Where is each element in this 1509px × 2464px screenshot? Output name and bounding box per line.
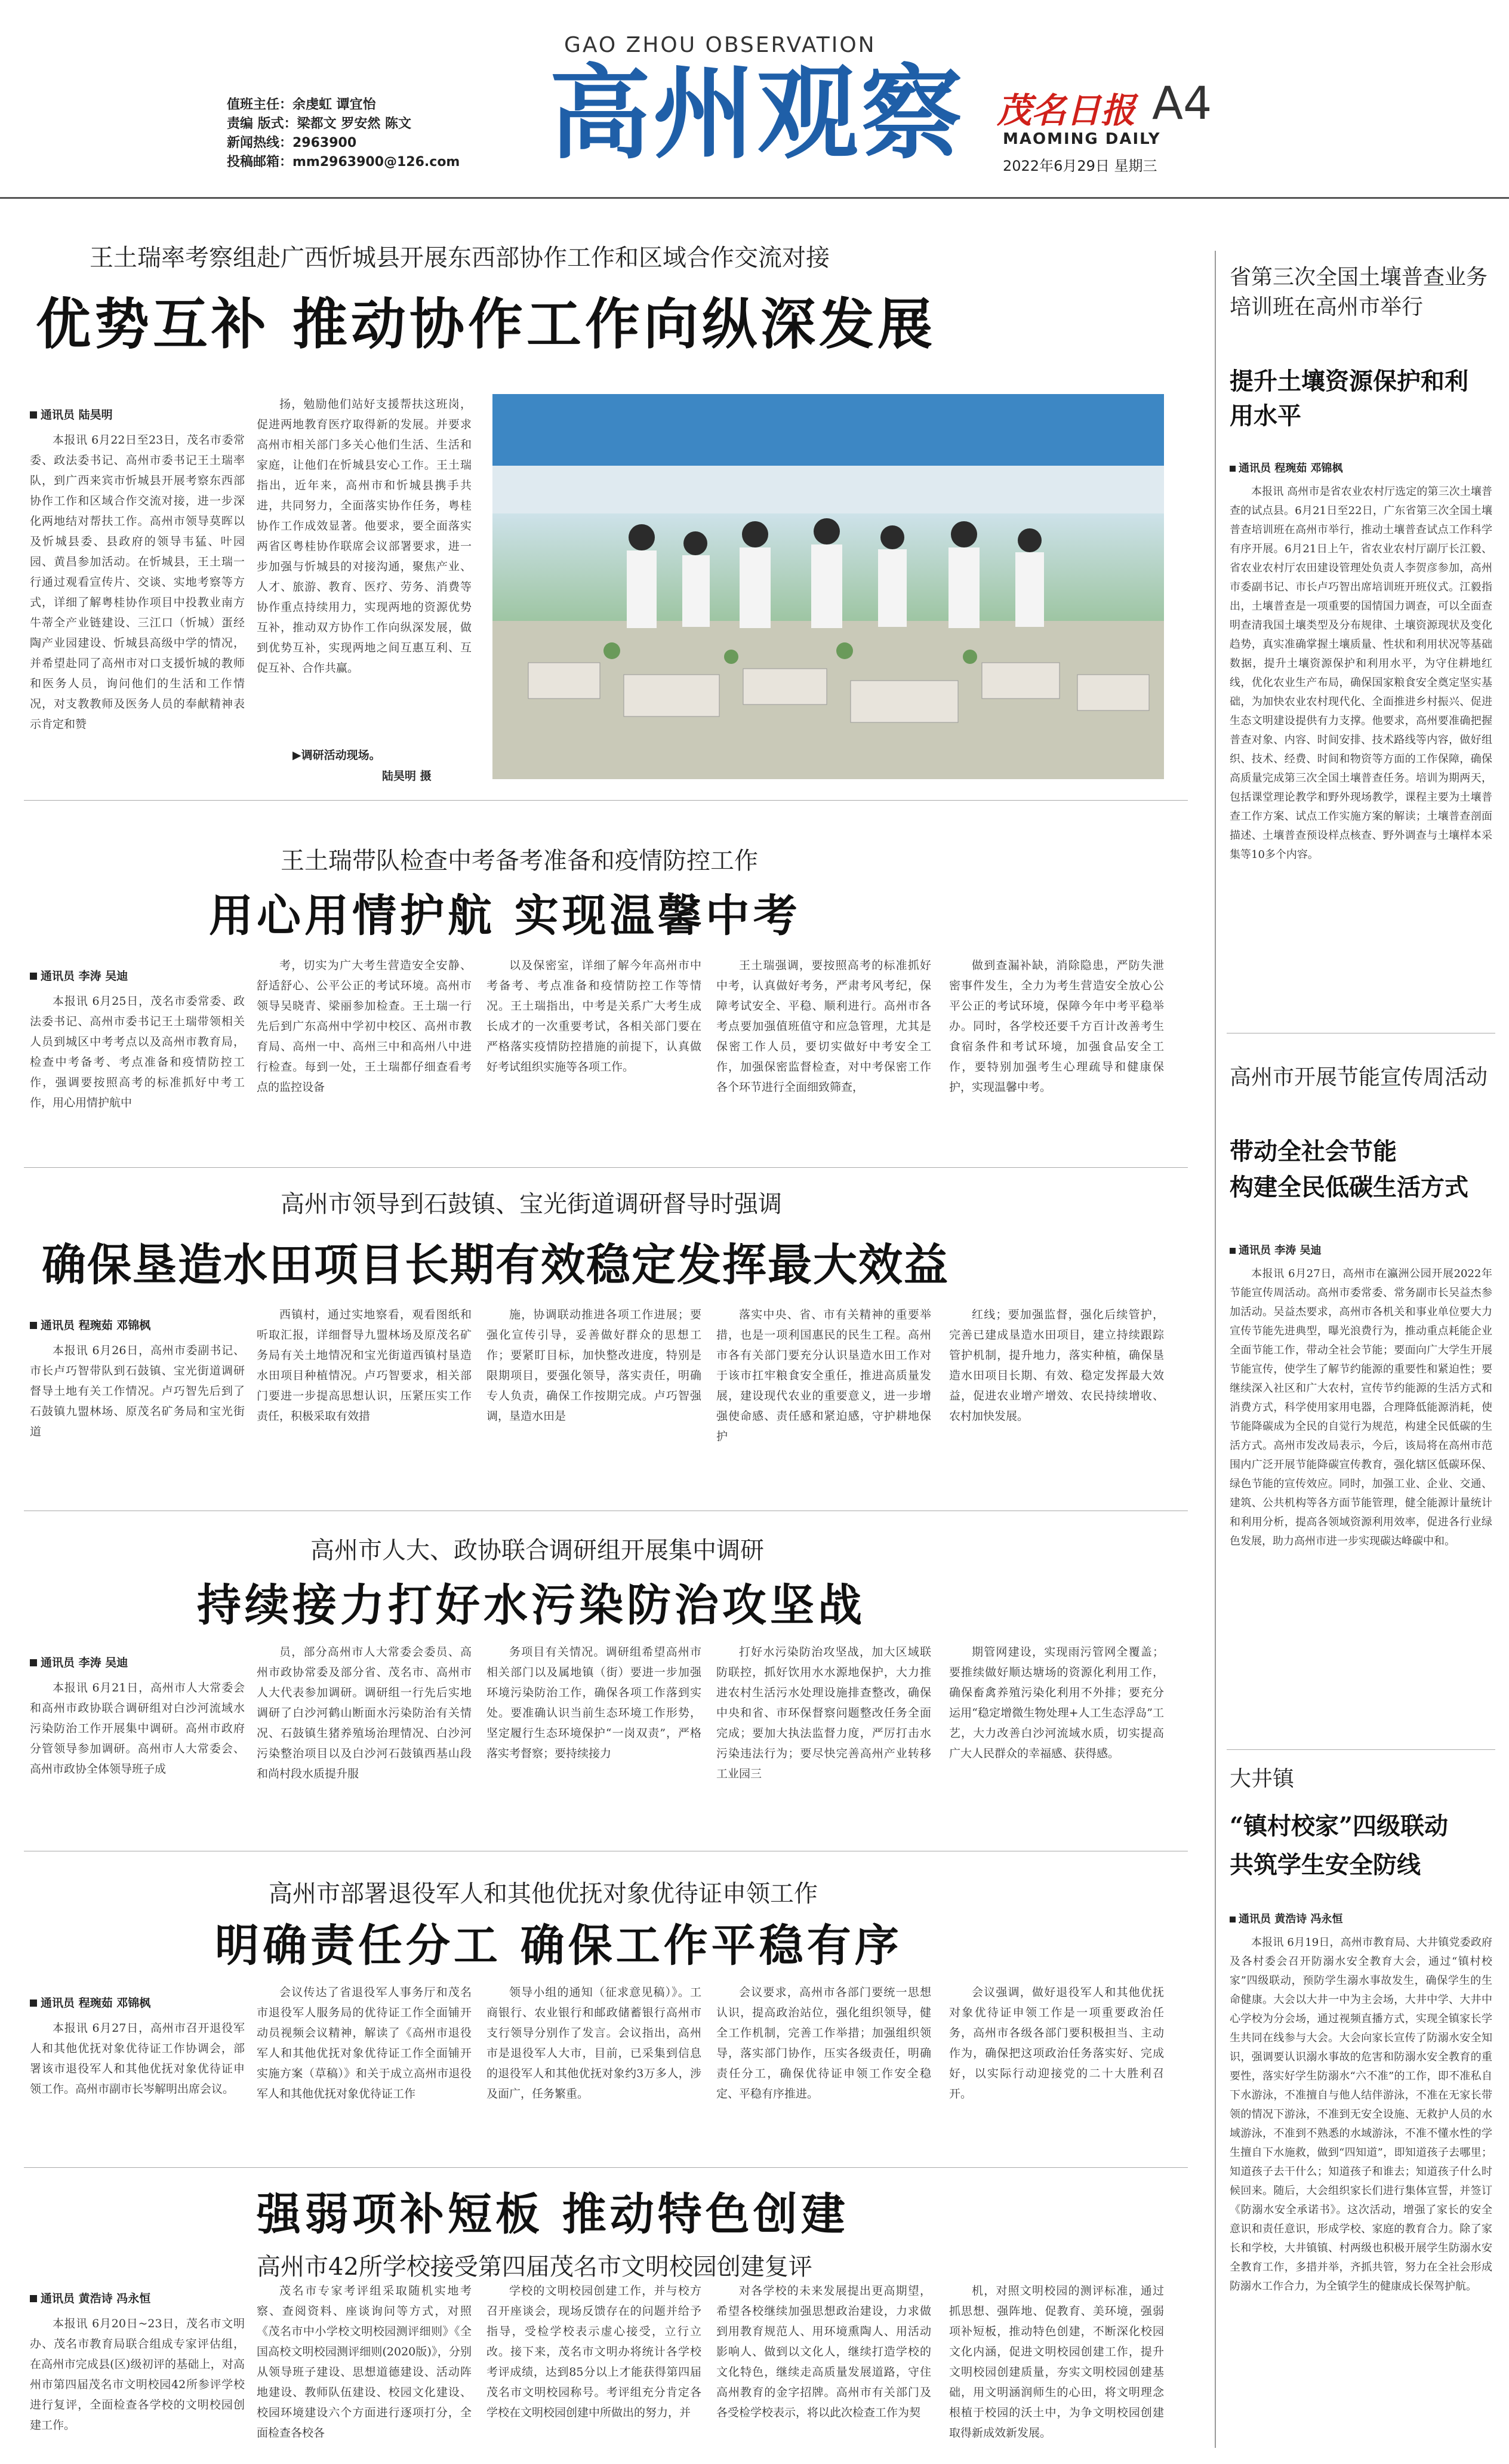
article3-col1: 本报讯 6月26日，高州市委副书记、市长卢巧智带队到石鼓镇、宝光街道调研督导土地有关工作情况。卢巧智先后到了石鼓镇九盟林场、原茂名矿务局和宝光街道 <box>30 1344 245 1438</box>
article6-col1: 本报讯 6月20日~23日，茂名市文明办、茂名市教育局联合组成专家评估组，在高州市完成县(区)级初评的基础上，对高州市第四届茂名市文明校园42所参评学校进行复评，全面检查各学校的文明校园创建工作。 <box>30 2317 245 2432</box>
editor-duty: 值班主任：余虔虹 谭宜怡 <box>227 97 376 112</box>
article5-col2: 会议传达了省退役军人事务厅和茂名市退役军人服务局的优待证工作全面铺开动员视频会议精神，解读了《高州市退役军人和其他优抚对象优待证工作全面铺开实施方案（草稿）》和关于成立高州市退役军人和其他优抚对象优待证工作 <box>257 1986 472 2100</box>
article1-byline: 通讯员 陆昊明 <box>30 406 113 422</box>
news-hotline: 新闻热线：2963900 <box>227 136 357 150</box>
article6-col3: 学校的文明校园创建工作，并与校方召开座谈会，现场反馈存在的问题并给予指导，受检学校表示虚心接受，立行立改。接下来，茂名市文明办将统计各学校考评成绩，达到85分以上才能获得第四届茂名市文明校园称号。考评组充分肯定各学校在文明校园创建中所做出的努力，并 <box>486 2284 701 2419</box>
side3-subtitle: 大井镇 <box>1230 1767 1295 1791</box>
side2-body: 本报讯 6月27日，高州市在瀛洲公园开展2022年节能宣传周活动。高州市委常委、常务副市长吴益杰参加活动。吴益杰要求，高州市各机关和事业单位要大力宣传节能先进典型，曝光浪费行为，推动重点耗能企业全面节能工作，带动全社会节能；要面向广大学生开展节能宣传，使学生了解节约能源的重要性和紧迫性；要继续深入社区和广大农村，宣传节约能源的生活方式和消费方式，科学使用家用电器，合理降低能源消耗，使节能降碳成为全民的自觉行为规范，构建全民低碳的生活方式。高州市发改局表示，今后，该局将在高州市范围内广泛开展节能降碳宣传教育，强化辖区低碳环保、绿色节能的宣传效应。同时，加强工业、企业、交通、建筑、公共机构等各方面节能管理，健全能源计量统计和利用分析，提高各领域资源利用效率，促进各行业绿色发展，助力高州市进一步实现碳达峰碳中和。 <box>1230 1268 1492 1548</box>
article1-rule <box>24 800 1188 801</box>
article6-byline: 通讯员 黄浩诗 冯永恒 <box>30 2290 150 2306</box>
section-pinyin: GAO ZHOU OBSERVATION <box>564 33 876 57</box>
side1-byline: 通讯员 程琬茹 邓锦枫 <box>1230 460 1343 475</box>
issue-date: 2022年6月29日 星期三 <box>1003 158 1157 174</box>
article6-col4: 对各学校的未来发展提出更高期望，希望各校继续加强思想政治建设，力求做到用教育规范人、用环境熏陶人、用活动影响人、做到以文化人，继续打造学校的文化特色，继续走高质量发展道路，守住高州教育的金字招牌。高州市有关部门及各受检学校表示，将以此次检查工作为契 <box>716 2284 931 2419</box>
article4-subtitle: 高州市人大、政协联合调研组开展集中调研 <box>310 1537 764 1564</box>
article3-col4: 落实中央、省、市有关精神的重要举措，也是一项利国惠民的民生工程。高州市各有关部门要充分认识垦造水田工作对于该市扛牢粮食安全重任，推进高质量发展，建设现代农业的重要意义，进一步增强使命感、责任感和紧迫感，守护耕地保护 <box>716 1308 931 1443</box>
editor-info <box>227 96 501 172</box>
article4-headline: 持续接力打好水污染防治攻坚战 <box>197 1580 866 1631</box>
article3-subtitle: 高州市领导到石鼓镇、宝光街道调研督导时强调 <box>281 1191 782 1218</box>
masthead-rule <box>0 197 1509 199</box>
side3-body: 本报讯 6月19日，高州市教育局、大井镇党委政府及各村委会召开防溺水安全教育大会，通过“镇村校家”四级联动，预防学生溺水事故发生，确保学生的生命健康。大会以大井一中为主会场，大井中学、大井中心学校为分会场，通过视频直播方式，实现全镇家长学生共同在线参与大会。大会向家长宣传了防溺水安全知识，强调要认识溺水事故的危害和防溺水安全教育的重要性，落实好学生防溺水“六不准”的工作，即不准私自下水游泳，不准擅自与他人结伴游泳，不准在无家长带领的情况下游泳，不准到无安全设施、无救护人员的水域游泳，不准到不熟悉的水域游泳，不准不懂水性的学生擅自下水施救，做到“四知道”，即知道孩子去哪里；知道孩子去干什么；知道孩子和谁去；知道孩子什么时候回来。随后，大会组织家长们进行集体宣誓，并签订《防溺水安全承诺书》。这次活动，增强了家长的安全意识和责任意识，形成学校、家庭的教育合力。除了家长和学校，大井镇镇、村两级也积极开展学生防溺水安全教育工作，多措并举，齐抓共管，努力在全社会形成防溺水工作合力，为全镇学生的健康成长保驾护航。 <box>1230 1936 1492 2293</box>
page-number: A4 <box>1152 76 1212 130</box>
side1-headline: 提升土壤资源保护和利用水平 <box>1230 367 1468 430</box>
article2-col3: 以及保密室，详细了解今年高州市中考备考、考点准备和疫情防控工作等情况。王土瑞指出，中考是关系广大考生成长成才的一次重要考试，各相关部门要在严格落实疫情防控措施的前提下，认真做好考试组织实施等各项工作。 <box>486 959 701 1073</box>
side2-byline: 通讯员 李涛 吴迪 <box>1230 1242 1322 1257</box>
article4-byline: 通讯员 李涛 吴迪 <box>30 1654 128 1670</box>
article1-subtitle: 王土瑞率考察组赴广西忻城县开展东西部协作工作和区域合作交流对接 <box>90 244 830 272</box>
side1-subtitle: 省第三次全国土壤普查业务培训班在高州市举行 <box>1230 265 1488 319</box>
article4-col4: 打好水污染防治攻坚战，加大区域联防联控，抓好饮用水水源地保护，大力推进农村生活污水处理设施排查整改，确保中央和省、市环保督察问题整改任务全面完成；要加大执法监督力度，严厉打击水污染违法行为；要尽快完善高州产业转移工业园三 <box>716 1645 931 1780</box>
side2-headline-line2: 构建全民低碳生活方式 <box>1230 1173 1468 1201</box>
section-title: 高州观察 <box>549 54 965 173</box>
side3-headline-line2: 共筑学生安全防线 <box>1230 1851 1421 1879</box>
article6-headline: 强弱项补短板 推动特色创建 <box>257 2189 849 2240</box>
article1-col1: 本报讯 6月22日至23日，茂名市委常委、政法委书记、高州市委书记王土瑞率队，到广西来宾市忻城县开展考察东西部协作工作和区域合作交流对接，进一步深化两地结对帮扶工作。高州市领导莫晖以及忻城县委、县政府的领导韦猛、叶园园、黄昌参加活动。在忻城县，王土瑞一行通过观看宣传片、交谈、实地考察等方式，详细了解粤桂协作项目中投教业南方牛蒂全产业链建设、三江口（忻城）蛋经陶产业园建设、忻城县高级中学的情况，并希望赴同了高州市对口支援忻城的教师和医务人员，询问他们的生活和工作情况，对支教教师及医务人员的奉献精神表示肯定和赞 <box>30 433 245 731</box>
article3-col2: 西镇村，通过实地察看，观看图纸和听取汇报，详细督导九盟林场及原茂名矿务局有关土地情况和宝光街道西镇村垦造水田项目种植情况。卢巧智要求，相关部门要进一步提高思想认识，压紧压实工作责任，积极采取有效措 <box>257 1308 472 1423</box>
article1-photo-credit: 陆昊明 摄 <box>382 770 432 783</box>
article2-byline: 通讯员 李涛 吴迪 <box>30 967 128 983</box>
article2-col2: 考，切实为广大考生营造安全安静、舒适舒心、公平公正的考试环境。高州市领导吴晓青、梁丽参加检查。王土瑞一行先后到广东高州中学初中校区、高州市教育局、高州一中、高州三中和高州八中进行检查。每到一处，王土瑞都仔细查看考点的监控设备 <box>257 959 472 1094</box>
article5-col1: 本报讯 6月27日，高州市召开退役军人和其他优抚对象优待证工作协调会，部署该市退役军人和其他优抚对象优待证申领工作。高州市副市长岑解明出席会议。 <box>30 2022 245 2096</box>
exhibition-scene-illustration <box>492 394 1164 779</box>
article2-col4: 王土瑞强调，要按照高考的标准抓好中考，认真做好考务，严肃考风考纪，保障考试安全、平稳、顺利进行。高州市各考点要加强值班值守和应急管理，尤其是保密工作人员，要切实做好中考安全工作，加强保密监督检查，对中考保密工作各个环节进行全面细致筛查， <box>716 959 931 1094</box>
article6-col5: 机，对照文明校园的测评标准，通过抓思想、强阵地、促教育、美环境，强弱项补短板，推动特色创建，不断深化校园文化内涵，促进文明校园创建工作，提升文明校园创建质量，夯实文明校园创建基础，用文明涵润师生的心田，将文明理念根植于校园的沃土中，为争文明校园创建取得新成效新发展。 <box>949 2284 1164 2440</box>
article6-col2: 茂名市专家考评组采取随机实地考察、查阅资料、座谈询问等方式，对照《茂名市中小学校文明校园测评细则》《全国高校文明校园测评细则(2020版)》，分别从领导班子建设、思想道德建设、活动阵地建设、教师队伍建设、校园文化建设、校园环境建设六个方面进行逐项打分，全面检查各校各 <box>257 2284 472 2440</box>
article2-col1: 本报讯 6月25日，茂名市委常委、政法委书记、高州市委书记王土瑞带领相关人员到城区中考考点以及高州市教育局，检查中考备考、考点准备和疫情防控工作，强调要按照高考的标准抓好中考工作，用心用情护航中 <box>30 995 245 1109</box>
editor-layout: 责编 版式：梁都文 罗安然 陈文 <box>227 116 411 131</box>
side1-body: 本报讯 高州市是省农业农村厅选定的第三次土壤普查的试点县。6月21日至22日，广东省第三次全国土壤普查培训班在高州市举行，推动土壤普查试点工作科学有序开展。6月21日上午，省农业农村厅副厅长江毅、省农业农村厅农田建设管理处负责人李贺彦参加，高州市委副书记、市长卢巧智出席培训班开班仪式。江毅指出，土壤普查是一项重要的国情国力调查，可以全面查明查清我国土壤类型及分布规律、土壤资源现状及变化趋势，真实准确掌握土壤质量、性状和利用状况等基础数据，提升土壤资源保护和利用水平，为守住耕地红线，优化农业生产布局，确保国家粮食安全奠定坚实基础，为加快农业农村现代化、全面推进乡村振兴、促进生态文明建设提供有力支撑。他要求，高州要准确把握普查对象、内容、时间安排、技术路线等内容，做好组织、技术、经费、时间和物资等方面的工作保障，确保高质量完成第三次全国土壤普查任务。培训为期两天，包括课堂理论教学和野外现场教学，课程主要为土壤普查工作方案、试点工作实施方案的解读；土壤普查剖面描述、土壤普查预设样点核查、野外调查与土壤样本采集等10多个内容。 <box>1230 485 1492 861</box>
article2-subtitle: 王土瑞带队检查中考备考准备和疫情防控工作 <box>281 847 758 875</box>
side3-headline-line1: “镇村校家”四级联动 <box>1230 1812 1449 1840</box>
article5-col5: 会议强调，做好退役军人和其他优抚对象优待证申领工作是一项重要政治任务，高州市各级各部门要积极担当、主动作为，确保把这项政治任务落实好、完成好，以实际行动迎接党的二十大胜利召开。 <box>949 1986 1164 2100</box>
column-divider <box>1215 251 1216 2448</box>
article3-byline: 通讯员 程琬茹 邓锦枫 <box>30 1316 150 1333</box>
article2-rule <box>24 1167 1188 1168</box>
article2-headline: 用心用情护航 实现温馨中考 <box>209 890 801 942</box>
article3-col5: 红线；要加强监督，强化后续管护，完善已建成垦造水田项目，建立持续跟踪管护机制，提升地力，落实种植，确保垦造水田项目长期、有效、稳定发挥最大效益，促进农业增产增效、农民持续增收、农村加快发展。 <box>949 1308 1164 1423</box>
article4-col3: 务项目有关情况。调研组希望高州市相关部门以及属地镇（街）要进一步加强环境污染防治工作，确保各项工作落到实处。要准确认识当前生态环境工作形势，坚定履行生态环境保护“一岗双责”，严格落实考督察；要持续接力 <box>486 1645 701 1760</box>
article4-col5: 期管网建设，实现雨污管网全覆盖；要推续做好顺达塘场的资源化利用工作，确保畜禽养殖污染化利用不外排；要充分运用“稳定增微生物处理+人工生态浮岛”工艺，大力改善白沙河流域水质，切实提高广大人民群众的幸福感、获得感。 <box>949 1645 1164 1760</box>
article3-headline: 确保垦造水田项目长期有效稳定发挥最大效益 <box>42 1239 949 1291</box>
side2-subtitle: 高州市开展节能宣传周活动 <box>1230 1065 1488 1090</box>
article1-headline: 优势互补 推动协作工作向纵深发展 <box>36 292 937 356</box>
article5-col4: 会议要求，高州市各部门要统一思想认识，提高政治站位，强化组织领导，健全工作机制，完善工作举措；加强组织领导，落实部门协作，压实各级责任，明确责任分工，确保优待证申领工作安全稳定、平稳有序推进。 <box>716 1986 931 2100</box>
article4-col1: 本报讯 6月21日，高州市人大常委会和高州市政协联合调研组对白沙河流域水污染防治工作开展集中调研。高州市政府分管领导参加调研。高州市人大常委会、高州市政协全体领导班子成 <box>30 1681 245 1776</box>
article5-col3: 领导小组的通知（征求意见稿）》。工商银行、农业银行和邮政储蓄银行高州市支行领导分别作了发言。会议指出，高州市是退役军人大市，目前，已采集到信息的退役军人和其他优抚对象约3万多人，涉及面广，任务繁重。 <box>486 1986 701 2100</box>
article4-col2: 员，部分高州市人大常委会委员、高州市政协常委及部分省、茂名市、高州市人大代表参加调研。调研组一行先后实地调研了白沙河鹤山断面水污染防治有关情况、石鼓镇生猪养殖场治理情况、白沙河污染整治项目以及白沙河石鼓镇西基山段和尚村段水质提升服 <box>257 1645 472 1780</box>
article2-col5: 做到查漏补缺，消除隐患，严防失泄密事件发生，全力为考生营造安全放心公平公正的考试环境，保障今年中考平稳举办。同时，各学校还要千方百计改善考生食宿条件和考试环境，加强食品安全工作，要特别加强考生心理疏导和健康保护，实现温馨中考。 <box>949 959 1164 1094</box>
article1-photo <box>492 394 1164 779</box>
paper-logo: 茂名日报 <box>997 90 1136 131</box>
article3-col3: 施，协调联动推进各项工作进展；要强化宣传引导，妥善做好群众的思想工作；要紧盯目标，加快整改进度，特别是限期项目，要强化领导，落实责任，明确专人负责，确保工作按期完成。卢巧智强调，垦造水田是 <box>486 1308 701 1423</box>
side2-rule <box>1227 1749 1495 1750</box>
submission-email: 投稿邮箱：mm2963900@126.com <box>227 155 460 170</box>
article1-caption: ▶调研活动现场。 <box>292 749 381 762</box>
article6-subtitle: 高州市42所学校接受第四届茂名市文明校园创建复评 <box>257 2253 812 2281</box>
side2-headline-line1: 带动全社会节能 <box>1230 1137 1397 1165</box>
article1-col2: 扬，勉励他们站好支援帮扶这班岗，促进两地教育医疗取得新的发展。并要求高州市相关部门多关心他们生活、生活和家庭，让他们在忻城县安心工作。王土瑞指出，近年来，高州市和忻城县携手共进，共同努力，全面落实协作任务，粤桂协作工作成效显著。他要求，要全面落实两省区粤桂协作联席会议部署要求，进一步加强与忻城县的对接沟通，聚焦产业、人才、旅游、教育、医疗、劳务、消费等协作重点持续用力，实现两地的资源优势互补，推动双方协作工作向纵深发展，做到优势互补，实现两地之间互惠互利、互促互补、合作共赢。 <box>257 398 472 675</box>
side3-byline: 通讯员 黄浩诗 冯永恒 <box>1230 1911 1343 1926</box>
article5-subtitle: 高州市部署退役军人和其他优抚对象优待证申领工作 <box>269 1880 818 1908</box>
article5-rule <box>24 2167 1188 2168</box>
article5-headline: 明确责任分工 确保工作平稳有序 <box>215 1920 903 1971</box>
article5-byline: 通讯员 程琬茹 邓锦枫 <box>30 1994 150 2010</box>
paper-english: MAOMING DAILY <box>1003 130 1161 148</box>
